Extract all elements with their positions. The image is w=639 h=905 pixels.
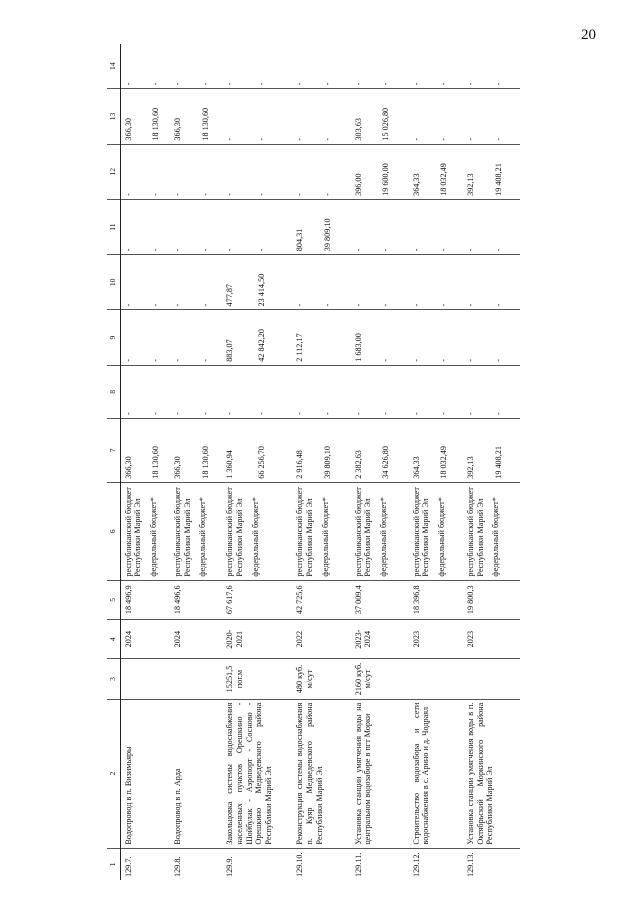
amount: 18 130,60	[151, 107, 161, 141]
amount: -	[173, 82, 183, 86]
amount: 42 842,20	[256, 329, 266, 362]
amount: 392,13	[465, 173, 475, 196]
amount: -	[411, 248, 421, 252]
row-number: 129.8.	[170, 848, 222, 880]
value-cell-c7	[292, 418, 350, 482]
amount: -	[381, 303, 391, 307]
value-cell-c10	[222, 255, 292, 310]
value-cell-c7	[120, 418, 170, 482]
years: 2024	[120, 619, 170, 658]
amount: -	[465, 137, 475, 141]
amount: -	[411, 359, 421, 362]
funding-sources	[463, 482, 520, 580]
amount: -	[151, 412, 161, 415]
amount: 18 130,60	[200, 446, 210, 479]
amount: 883,07	[225, 339, 235, 362]
funding-source: республиканский бюджет Республики Марий Эл	[411, 487, 431, 577]
estimated-cost: 18 496,9	[120, 580, 170, 619]
capacity	[170, 659, 222, 699]
value-cell-c10	[292, 255, 350, 310]
amount: -	[256, 412, 266, 415]
amount: -	[173, 303, 183, 307]
header-cell: 11	[107, 199, 120, 254]
funding-source: федеральный бюджет*	[378, 497, 388, 577]
amount: 366,30	[173, 456, 183, 479]
amount: -	[411, 412, 421, 415]
value-cell-c14	[222, 44, 292, 89]
value-cell-c11	[170, 199, 222, 254]
value-cell-c8	[351, 365, 409, 418]
object-name: Установка станции умягчения воды на центральном водозаборе в пгт Морки	[351, 699, 409, 848]
table-row	[170, 44, 222, 880]
funding-source: федеральный бюджет*	[250, 497, 260, 577]
amount: 804,31	[295, 228, 305, 252]
value-cell-c14	[351, 44, 409, 89]
funding-sources	[409, 482, 463, 580]
value-cell-c7	[351, 418, 409, 482]
value-cell-c14	[120, 44, 170, 89]
amount: -	[173, 193, 183, 196]
amount: 19 600,00	[381, 163, 391, 196]
amount: 392,13	[465, 456, 475, 479]
amount: -	[256, 137, 266, 141]
amount: -	[200, 359, 210, 362]
amount: -	[151, 248, 161, 252]
amount: 18 130,60	[151, 446, 161, 479]
value-cell-c7	[170, 418, 222, 482]
amount: -	[123, 359, 133, 362]
amount: -	[493, 82, 503, 86]
value-cell-c9	[222, 310, 292, 365]
value-cell-c9	[409, 310, 463, 365]
header-cell: 7	[107, 418, 120, 482]
funding-sources	[351, 482, 409, 580]
funding-source: республиканский бюджет Республики Марий Эл	[295, 487, 315, 577]
value-cell-c11	[222, 199, 292, 254]
capacity: 2160 куб. м/сут	[351, 659, 409, 699]
amount: -	[225, 137, 235, 141]
amount: -	[295, 137, 305, 141]
amount: 23 414,50	[256, 273, 266, 307]
amount: 2 916,48	[295, 450, 305, 479]
value-cell-c8	[463, 365, 520, 418]
value-cell-c11	[463, 199, 520, 254]
amount: -	[381, 248, 391, 252]
years: 2024	[170, 619, 222, 658]
value-cell-c12	[120, 144, 170, 199]
funding-source: федеральный бюджет*	[198, 497, 208, 577]
amount: -	[439, 82, 449, 86]
amount: -	[123, 303, 133, 307]
amount: 34 626,80	[381, 446, 391, 479]
amount: -	[200, 248, 210, 252]
amount: -	[411, 137, 421, 141]
value-cell-c11	[120, 199, 170, 254]
value-cell-c11	[351, 199, 409, 254]
table-row	[463, 44, 520, 880]
amount: 39 809,10	[323, 218, 333, 252]
amount: -	[439, 303, 449, 307]
amount: -	[323, 303, 333, 307]
value-cell-c8	[292, 365, 350, 418]
amount: -	[439, 412, 449, 415]
value-cell-c8	[222, 365, 292, 418]
value-cell-c12	[292, 144, 350, 199]
value-cell-c13	[120, 89, 170, 144]
capacity: 15251,5 пог.м	[222, 659, 292, 699]
amount: 2 112,17	[295, 333, 305, 362]
amount: -	[439, 359, 449, 362]
amount: 366,30	[123, 118, 133, 141]
amount: 364,33	[411, 173, 421, 196]
value-cell-c11	[409, 199, 463, 254]
value-cell-c10	[351, 255, 409, 310]
amount: -	[323, 412, 333, 415]
funding-sources	[120, 482, 170, 580]
value-cell-c12	[463, 144, 520, 199]
amount: -	[323, 137, 333, 141]
amount: -	[200, 82, 210, 86]
amount: -	[323, 193, 333, 196]
row-number: 129.11.	[351, 848, 409, 880]
amount: -	[151, 193, 161, 196]
capacity: 480 куб. м/сут	[292, 659, 350, 699]
amount: 18 032,49	[439, 163, 449, 196]
value-cell-c12	[222, 144, 292, 199]
object-name: Установка станции умягчения воды в п. Октябрьский Моркинского района Республики Марий Эл	[463, 699, 520, 848]
table-row	[120, 44, 170, 880]
amount: -	[465, 412, 475, 415]
amount: -	[493, 412, 503, 415]
amount: -	[256, 82, 266, 86]
header-cell: 10	[107, 255, 120, 310]
value-cell-c13	[222, 89, 292, 144]
value-cell-c7	[409, 418, 463, 482]
row-number: 129.9.	[222, 848, 292, 880]
amount: -	[353, 303, 363, 307]
header-cell: 12	[107, 144, 120, 199]
amount: 19 408,21	[493, 163, 503, 196]
amount: -	[295, 303, 305, 307]
row-number: 129.12.	[409, 848, 463, 880]
amount: 66 256,70	[256, 446, 266, 479]
rotated-table-container	[107, 44, 520, 880]
amount: -	[173, 359, 183, 362]
amount: -	[493, 359, 503, 362]
amount: -	[493, 248, 503, 252]
amount: -	[200, 193, 210, 196]
amount: -	[256, 248, 266, 252]
years: 2023-2024	[351, 619, 409, 658]
amount: 366,30	[173, 118, 183, 141]
years: 2022	[292, 619, 350, 658]
value-cell-c9	[170, 310, 222, 365]
header-cell: 14	[107, 44, 120, 89]
amount: -	[465, 248, 475, 252]
table-row	[222, 44, 292, 880]
amount: 18 130,60	[200, 107, 210, 141]
value-cell-c14	[463, 44, 520, 89]
amount: -	[493, 303, 503, 307]
amount: -	[225, 82, 235, 86]
row-number: 129.13.	[463, 848, 520, 880]
amount: -	[123, 412, 133, 415]
amount: 19 408,21	[493, 446, 503, 479]
value-cell-c10	[409, 255, 463, 310]
estimated-cost: 18 396,8	[409, 580, 463, 619]
value-cell-c13	[351, 89, 409, 144]
table-row	[351, 44, 409, 880]
estimated-cost: 37 009,4	[351, 580, 409, 619]
value-cell-c9	[292, 310, 350, 365]
amount: -	[225, 248, 235, 252]
amount: 364,33	[411, 456, 421, 479]
amount: 477,87	[225, 283, 235, 307]
funding-sources	[222, 482, 292, 580]
amount: -	[295, 82, 305, 86]
capacity	[409, 659, 463, 699]
amount: -	[381, 359, 391, 362]
funding-source: федеральный бюджет*	[437, 497, 447, 577]
amount: 366,30	[123, 456, 133, 479]
header-cell: 2	[107, 699, 120, 848]
value-cell-c12	[170, 144, 222, 199]
value-cell-c8	[120, 365, 170, 418]
value-cell-c7	[222, 418, 292, 482]
value-cell-c13	[170, 89, 222, 144]
amount: -	[411, 82, 421, 86]
value-cell-c10	[120, 255, 170, 310]
value-cell-c7	[463, 418, 520, 482]
amount: -	[123, 82, 133, 86]
funding-source: республиканский бюджет Республики Марий Эл	[465, 487, 485, 577]
funding-source: республиканский бюджет Республики Марий Эл	[123, 487, 143, 577]
amount: -	[256, 193, 266, 196]
row-number: 129.10.	[292, 848, 350, 880]
estimated-cost: 18 496,6	[170, 580, 222, 619]
value-cell-c13	[409, 89, 463, 144]
amount: 39 809,10	[323, 446, 333, 479]
years: 2023	[409, 619, 463, 658]
amount: -	[465, 303, 475, 307]
amount: 1 360,94	[225, 450, 235, 479]
table-row	[292, 44, 350, 880]
amount: -	[295, 193, 305, 196]
amount: -	[225, 193, 235, 196]
funding-source: федеральный бюджет*	[320, 497, 330, 577]
amount: -	[225, 412, 235, 415]
amount: -	[151, 359, 161, 362]
amount: -	[151, 303, 161, 307]
object-name: Реконструкция системы водоснабжения п. Куяр Медведевского района Республики Марий Эл	[292, 699, 350, 848]
amount: -	[151, 82, 161, 86]
amount: -	[493, 137, 503, 141]
value-cell-c14	[170, 44, 222, 89]
header-cell: 3	[107, 659, 120, 699]
years: 2020-2021	[222, 619, 292, 658]
amount: 1 683,00	[353, 333, 363, 362]
object-name: Строительство водозабора и сети водоснабжения в с. Арино и д. Чодраял	[409, 699, 463, 848]
header-cell: 13	[107, 89, 120, 144]
funding-source: республиканский бюджет Республики Марий Эл	[353, 487, 373, 577]
funding-source: республиканский бюджет Республики Марий Эл	[225, 487, 244, 577]
header-cell: 9	[107, 310, 120, 365]
amount: -	[323, 82, 333, 86]
capacity	[463, 659, 520, 699]
amount: -	[353, 412, 363, 415]
amount: -	[465, 82, 475, 86]
value-cell-c12	[409, 144, 463, 199]
value-cell-c9	[463, 310, 520, 365]
estimated-cost: 19 800,3	[463, 580, 520, 619]
amount: -	[353, 248, 363, 252]
value-cell-c9	[351, 310, 409, 365]
amount: -	[295, 412, 305, 415]
value-cell-c14	[409, 44, 463, 89]
amount: -	[411, 303, 421, 307]
funding-sources	[170, 482, 222, 580]
header-cell: 5	[107, 580, 120, 619]
years: 2023	[463, 619, 520, 658]
funding-source: федеральный бюджет*	[148, 497, 158, 577]
value-cell-c8	[409, 365, 463, 418]
value-cell-c10	[170, 255, 222, 310]
amount: -	[123, 193, 133, 196]
value-cell-c12	[351, 144, 409, 199]
value-cell-c13	[463, 89, 520, 144]
amount: -	[173, 412, 183, 415]
table-row	[409, 44, 463, 880]
amount: 15 026,80	[381, 107, 391, 141]
header-cell: 1	[107, 848, 120, 880]
funding-source: федеральный бюджет*	[491, 497, 501, 577]
object-name: Водопровод в п. Арда	[170, 699, 222, 848]
estimated-cost: 42 725,6	[292, 580, 350, 619]
header-cell: 8	[107, 365, 120, 418]
amount: 303,63	[353, 118, 363, 141]
amount: -	[200, 412, 210, 415]
amount: 18 032,49	[439, 446, 449, 479]
object-name: Закольцовка системы водоснабжения населенных пунктов Орешкино - Шойбулак - Аэропорт - Сосново - Орешкино Медведевского района Республики Марий Эл	[222, 699, 292, 848]
amount: -	[439, 137, 449, 141]
value-cell-c13	[292, 89, 350, 144]
amount: 2 382,63	[353, 450, 363, 479]
value-cell-c8	[170, 365, 222, 418]
amount: -	[173, 248, 183, 252]
value-cell-c9	[120, 310, 170, 365]
header-row	[107, 44, 120, 880]
estimated-cost: 67 617,6	[222, 580, 292, 619]
budget-table	[107, 44, 520, 880]
page-number: 20	[581, 27, 596, 43]
amount	[323, 313, 332, 361]
amount: -	[439, 248, 449, 252]
amount: -	[381, 82, 391, 86]
funding-source: республиканский бюджет Республики Марий Эл	[173, 487, 192, 577]
value-cell-c10	[463, 255, 520, 310]
amount: -	[465, 359, 475, 362]
header-cell: 4	[107, 619, 120, 658]
row-number: 129.7.	[120, 848, 170, 880]
amount: -	[353, 82, 363, 86]
header-cell: 6	[107, 482, 120, 580]
capacity	[120, 659, 170, 699]
amount: -	[381, 412, 391, 415]
amount: -	[200, 303, 210, 307]
object-name: Водопровод в п. Визимьяры	[120, 699, 170, 848]
funding-sources	[292, 482, 350, 580]
amount: -	[123, 248, 133, 252]
value-cell-c14	[292, 44, 350, 89]
value-cell-c11	[292, 199, 350, 254]
amount: 396,00	[353, 173, 363, 196]
